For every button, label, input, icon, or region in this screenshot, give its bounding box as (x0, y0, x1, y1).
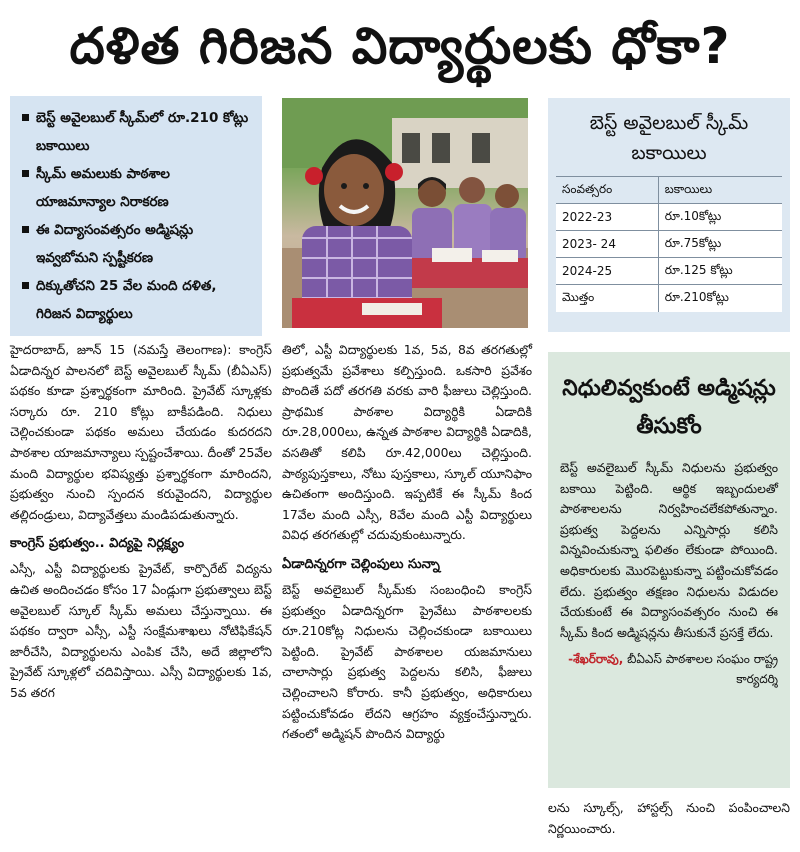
amount-cell: రూ.10కోట్లు (658, 204, 782, 231)
dues-table-title: బెస్ట్ అవైలబుల్ స్కీమ్ బకాయిలు (589, 112, 749, 164)
amount-cell: రూ.125 కోట్లు (658, 258, 782, 285)
table-row (556, 204, 782, 231)
article-paragraph: హైదరాబాద్, జూన్ 15 (నమస్తే తెలంగాణ): కాంగ్రెస్ ఏడాదిన్నర పాలనలో బెస్ట్ అవైలబుల్ స్కీమ్ (బీఏఎస్) పథకం కూడా ప్రశ్నార్థకంగా మారింది. ప్రైవేట్ స్కూళ్లకు సర్కారు రూ. 210 కోట్లు బాకీపడింది. నిధులు చెల్లించకుండా పథకం అమలు చేయడం కుదరదని పాఠశాల యాజమాన్యాలు స్పష్టంచేశాయి. దీంతో 25వేల మంది విద్యార్థుల భవిష్యత్తు ప్రశ్నార్థకంగా మారిందని, ప్రభుత్వం నుంచి స్పందన కరువైందని, విద్యార్థుల తల్లిదండ్రులు, విద్యావేత్తలు మండిపడుతున్నారు. (10, 342, 272, 522)
article-paragraph: ఎస్సీ, ఎస్టీ విద్యార్థులకు ప్రైవేట్, కార్పొరేట్ విద్యను ఉచిత అందించడం కోసం 17 ఏండ్లుగా ప్రభుత్వాలు బెస్ట్ అవైలబుల్ స్కూల్ స్కీమ్ అమలు చేస్తున్నాయి. ఈ పథకం ద్వారా ఎస్సీ, ఎస్టీ సంక్షేమశాఖలు నోటిఫికేషన్ జారీచేసి, విద్యార్థులను ఎంపిక చేసి, అదే జిల్లాలోని ప్రైవేట్ స్కూళ్లలో చదివిస్తాయి. ఎస్సీ విద్యార్థులకు 1వ, 5వ తరగ (10, 561, 272, 700)
article-subhead: ఏడాదిన్నరగా చెల్లింపులు సున్నా (282, 556, 440, 572)
table-row (556, 258, 782, 285)
table-header-row (556, 177, 782, 204)
table-row-total (556, 285, 782, 312)
highlights-list (22, 104, 254, 328)
table-row (556, 231, 782, 258)
quote-author (560, 649, 778, 689)
dues-table (556, 176, 782, 312)
article-paragraph: తిలో, ఎస్టీ విద్యార్థులకు 1వ, 5వ, 8వ తరగతుల్లో ప్రభుత్వమే ప్రవేశాలు కల్పిస్తుంది. ఒకసారి ప్రవేశం పొందితే పదో తరగతి వరకు వారి ఫీజులు చెల్లిస్తుంది. ప్రాథమిక పాఠశాల విద్యార్థికి ఏడాదికి రూ.28,000లు, ఉన్నత పాఠశాల విద్యార్థికి ఏడాదికి, వసతితో కలిపి రూ.42,000లు చెల్లిస్తుంది. పాఠ్యపుస్తకాలు, నోటు పుస్తకాలు, స్కూల్ యూనిఫాం ఉచితంగా అందిస్తుంది. ఇప్పటికే ఈ స్కీమ్ కింద 17వేల మంది ఎస్సీ, 8వేల మంది ఎస్టీ విద్యార్థులు వివిధ తరగతుల్లో చదువుకుంటున్నారు. (282, 342, 532, 543)
quote-author-name: -శేఖర్‌రావు, (568, 652, 624, 667)
article-column-3-end (548, 798, 790, 841)
highlight-item: బెస్ట్ అవైలబుల్ స్కీమ్‌లో రూ.210 కోట్లు బకాయిలు (22, 104, 254, 160)
highlight-item: ఈ విద్యాసంవత్సరం అడ్మిషన్లు ఇవ్వబోమని స్పష్టీకరణ (22, 216, 254, 272)
quote-title: నిధులివ్వకుంటే అడ్మిషన్లు తీసుకోం (562, 376, 776, 439)
article-paragraph: బెస్ట్ అవలైబుల్ స్కీమ్‌కు సంబంధించి కాంగ్రెస్ ప్రభుత్వం ఏడాదిన్నరగా ప్రైవేటు పాఠశాలలకు రూ.210కోట్ల నిధులను చెల్లించకుండా బకాయిలు పెట్టింది. ప్రైవేట్ పాఠశాలల యజమానులు చాలాసార్లు ప్రభుత్వ పెద్దలను కలిసి, ఫీజులు చెల్లించాలని కోరారు. కానీ ప్రభుత్వం, అధికారులు పట్టించుకోవడం లేదని ఆగ్రహం వ్యక్తంచేస్తున్నారు. గతంలో అడ్మిషన్ పొందిన విద్యార్థు (282, 581, 532, 742)
article-column-2 (282, 340, 532, 747)
highlights-box (10, 96, 262, 336)
headline: దళిత గిరిజన విద్యార్థులకు ధోకా? (69, 17, 731, 75)
year-cell: 2023- 24 (556, 231, 658, 258)
highlight-item: దిక్కుతోచని 25 వేల మంది దళిత, గిరిజన విద్యార్థులు (22, 272, 254, 328)
total-label-cell: మొత్తం (556, 285, 658, 312)
dues-table-box (548, 98, 790, 332)
quote-author-role: బీఏఎస్ పాఠశాలల సంఘం రాష్ట్ర కార్యదర్శి (627, 652, 778, 687)
column-header-dues: బకాయిలు (658, 177, 782, 204)
article-column-1 (10, 340, 272, 706)
year-cell: 2024-25 (556, 258, 658, 285)
article-paragraph: లను స్కూల్స్, హాస్టల్స్ నుంచి పంపించాలని నిర్ణయించారు. (548, 800, 790, 836)
amount-cell: రూ.75కోట్లు (658, 231, 782, 258)
year-cell: 2022-23 (556, 204, 658, 231)
highlight-item: స్కీమ్ అమలుకు పాఠశాల యాజమాన్యాల నిరాకరణ (22, 160, 254, 216)
article-subhead: కాంగ్రెస్ ప్రభుత్వం.. విద్యపై నిర్లక్ష్యం (10, 536, 185, 552)
students-photo (282, 98, 528, 328)
quote-box (548, 352, 790, 788)
quote-text: బెస్ట్ అవలైబుల్ స్కీమ్ నిధులను ప్రభుత్వం బకాయి పెట్టింది. ఆర్థిక ఇబ్బందులతో పాఠశాలలను నిర్వహించలేకపోతున్నాం. ప్రభుత్వ పెద్దలను ఎన్నిసార్లు కలిసి విన్నవించుకున్నా ఫలితం లేకుండా పోయింది. అధికారులకు మొరపెట్టుకున్నా పట్టించుకోవడం లేదు. ప్రభుత్వం తక్షణం నిధులను విడుదల చేయకుంటే ఈ విద్యాసంవత్సరం నుంచి ఈ స్కీమ్ కింద అడ్మిషన్లను తీసుకునే ప్రసక్తే లేదు. (560, 460, 778, 640)
column-header-year: సంవత్సరం (556, 177, 658, 204)
total-amount-cell: రూ.210కోట్లు (658, 285, 782, 312)
